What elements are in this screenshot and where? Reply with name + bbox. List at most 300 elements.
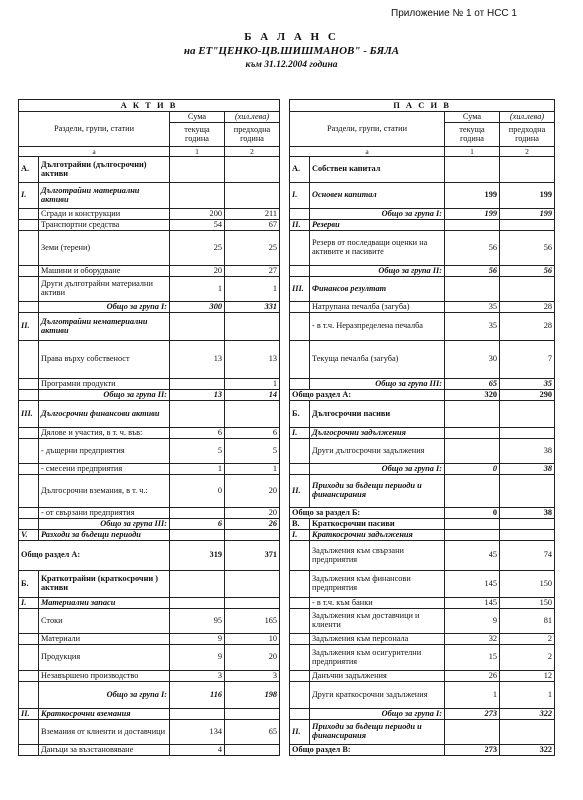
assets-current-year-value: 1 <box>170 464 225 475</box>
assets-row-label: Общо за група I: <box>39 682 170 709</box>
liabilities-row-label: Задължения към финансови предприятия <box>310 571 445 598</box>
assets-row-label: Дългосрочни финансови активи <box>39 401 170 428</box>
liabilities-current-year-value <box>445 439 500 464</box>
liabilities-row <box>290 598 555 609</box>
assets-title: А К Т И В <box>19 100 280 112</box>
liabilities-row <box>290 508 555 519</box>
assets-previous-year-value: 20 <box>225 508 280 519</box>
liabilities-row-code <box>290 439 310 464</box>
liabilities-row <box>290 266 555 277</box>
assets-row-label: Дълготрайни нематериални активи <box>39 313 170 341</box>
liabilities-previous-year-value: 28 <box>500 313 555 341</box>
liabilities-row-code <box>290 464 310 475</box>
assets-row-label: Материали <box>39 634 170 645</box>
assets-previous-year-value: 6 <box>225 428 280 439</box>
assets-previous-year-value: 165 <box>225 609 280 634</box>
liabilities-row-label: Задължения към свързани предприятия <box>310 541 445 571</box>
liabilities-row-label: Общо за група I: <box>310 709 445 720</box>
assets-current-year-value <box>170 379 225 390</box>
assets-row-code: II. <box>19 313 39 341</box>
liabilities-row-code <box>290 231 310 266</box>
assets-row-code <box>19 745 39 756</box>
assets-row <box>19 475 280 508</box>
assets-index-a: а <box>19 147 170 157</box>
assets-previous-year-value: 13 <box>225 341 280 379</box>
assets-previous-year-value: 10 <box>225 634 280 645</box>
assets-row-label: Права върху собственост <box>39 341 170 379</box>
assets-rows <box>19 157 280 756</box>
assets-row-label: Краткотрайни (краткосрочни ) активи <box>39 571 170 598</box>
liabilities-row <box>290 720 555 745</box>
liabilities-current-year-value <box>445 157 500 183</box>
assets-row <box>19 709 280 720</box>
assets-row <box>19 209 280 220</box>
liabilities-previous-year-value <box>500 519 555 530</box>
liabilities-row-label: Собствен капитал <box>310 157 445 183</box>
assets-previous-year-value <box>225 709 280 720</box>
assets-row-label: Дълготрайни материални активи <box>39 183 170 209</box>
assets-row-code <box>19 609 39 634</box>
assets-current-year-value: 5 <box>170 439 225 464</box>
liabilities-row-code <box>290 571 310 598</box>
assets-row <box>19 231 280 266</box>
liabilities-row <box>290 530 555 541</box>
assets-row-label: Разходи за бъдещи периоди <box>39 530 170 541</box>
liabilities-current-year-value: 26 <box>445 671 500 682</box>
assets-previous-year-value: 67 <box>225 220 280 231</box>
assets-previous-year-value: 1 <box>225 379 280 390</box>
liabilities-current-year-value <box>445 720 500 745</box>
liabilities-row-code: II. <box>290 720 310 745</box>
liabilities-row-label: Дългосрочни задължения <box>310 428 445 439</box>
assets-previous-year-value <box>225 157 280 183</box>
liabilities-current-year-value: 45 <box>445 541 500 571</box>
liabilities-row <box>290 277 555 302</box>
liabilities-table <box>289 99 555 756</box>
assets-previous-year-value: 1 <box>225 277 280 302</box>
assets-row <box>19 401 280 428</box>
assets-row <box>19 157 280 183</box>
assets-row-label: Земи (терени) <box>39 231 170 266</box>
liabilities-rows <box>290 157 555 756</box>
assets-current-year-value <box>170 571 225 598</box>
assets-current-year-value: 134 <box>170 720 225 745</box>
assets-current-year-value: 1 <box>170 277 225 302</box>
liabilities-row <box>290 209 555 220</box>
date-line: към 31.12.2004 година <box>245 60 338 70</box>
assets-current-year-value: 13 <box>170 341 225 379</box>
assets-row-label: Програмни продукти <box>39 379 170 390</box>
liabilities-row-code: III. <box>290 277 310 302</box>
assets-current-year-value: 13 <box>170 390 225 401</box>
assets-current-year-value <box>170 401 225 428</box>
liabilities-section-header: Раздели, групи, статии <box>290 112 445 147</box>
assets-row-label: Стоки <box>39 609 170 634</box>
assets-row-label: - дъщерни предприятия <box>39 439 170 464</box>
assets-current-year-value: 54 <box>170 220 225 231</box>
liabilities-row-code <box>290 541 310 571</box>
liabilities-previous-year-value: 199 <box>500 209 555 220</box>
assets-row-label: Незавършено производство <box>39 671 170 682</box>
assets-current-year-value <box>170 508 225 519</box>
assets-previous-year-value: 211 <box>225 209 280 220</box>
liabilities-row-code <box>290 313 310 341</box>
assets-current-year-header: текуща година <box>170 123 225 147</box>
assets-row-code <box>19 209 39 220</box>
assets-row <box>19 645 280 671</box>
assets-row-code <box>19 475 39 508</box>
assets-previous-year-value: 5 <box>225 439 280 464</box>
liabilities-previous-year-value: 322 <box>500 709 555 720</box>
company-subtitle: на ЕТ"ЦЕНКО-ЦВ.ШИШМАНОВ" - БЯЛА <box>183 45 400 57</box>
assets-current-year-value: 200 <box>170 209 225 220</box>
liabilities-previous-year-value: 12 <box>500 671 555 682</box>
assets-row-code <box>19 464 39 475</box>
liabilities-current-year-value <box>445 277 500 302</box>
liabilities-previous-year-value: 7 <box>500 341 555 379</box>
assets-current-year-value: 300 <box>170 302 225 313</box>
liabilities-row-code: А. <box>290 157 310 183</box>
assets-current-year-value <box>170 598 225 609</box>
liabilities-current-year-value <box>445 475 500 508</box>
liabilities-row <box>290 634 555 645</box>
assets-index-2: 2 <box>225 147 280 157</box>
assets-previous-year-value: 65 <box>225 720 280 745</box>
liabilities-current-year-value: 35 <box>445 302 500 313</box>
assets-row-label: Общо за група I: <box>39 302 170 313</box>
liabilities-row-code <box>290 379 310 390</box>
liabilities-row-code <box>290 598 310 609</box>
liabilities-previous-year-value <box>500 720 555 745</box>
assets-row <box>19 277 280 302</box>
liabilities-previous-year-value: 290 <box>500 390 555 401</box>
liabilities-previous-year-value: 38 <box>500 508 555 519</box>
liabilities-row-label: Общо за група I: <box>310 464 445 475</box>
assets-current-year-value: 319 <box>170 541 225 571</box>
liabilities-row-label: Общо раздел В: <box>290 745 445 756</box>
assets-row-code <box>19 682 39 709</box>
assets-index-1: 1 <box>170 147 225 157</box>
assets-current-year-value: 25 <box>170 231 225 266</box>
assets-current-year-value: 95 <box>170 609 225 634</box>
assets-previous-year-value: 331 <box>225 302 280 313</box>
liabilities-row <box>290 302 555 313</box>
liabilities-previous-year-value: 56 <box>500 231 555 266</box>
liabilities-current-year-value: 1 <box>445 682 500 709</box>
liabilities-row-code <box>290 645 310 671</box>
assets-row-label: Данъци за възстановяване <box>39 745 170 756</box>
assets-previous-year-value: 14 <box>225 390 280 401</box>
assets-current-year-value: 116 <box>170 682 225 709</box>
liabilities-row <box>290 709 555 720</box>
assets-previous-year-value: 1 <box>225 464 280 475</box>
liabilities-row-code: I. <box>290 183 310 209</box>
liabilities-row-code <box>290 209 310 220</box>
assets-previous-year-value <box>225 183 280 209</box>
liabilities-current-year-value: 32 <box>445 634 500 645</box>
liabilities-previous-year-value: 1 <box>500 682 555 709</box>
liabilities-previous-year-value <box>500 530 555 541</box>
assets-current-year-value: 0 <box>170 475 225 508</box>
liabilities-row-label: - в т.ч. към банки <box>310 598 445 609</box>
liabilities-units-header: (хил.лева) <box>500 112 555 123</box>
liabilities-index-2: 2 <box>500 147 555 157</box>
liabilities-current-year-value <box>445 530 500 541</box>
liabilities-current-year-value: 15 <box>445 645 500 671</box>
liabilities-row <box>290 609 555 634</box>
liabilities-current-year-value <box>445 220 500 231</box>
liabilities-index-1: 1 <box>445 147 500 157</box>
liabilities-row-code <box>290 609 310 634</box>
assets-previous-year-value: 25 <box>225 231 280 266</box>
assets-row-label: Машини и оборудване <box>39 266 170 277</box>
assets-row <box>19 571 280 598</box>
liabilities-row <box>290 671 555 682</box>
assets-row-code <box>19 266 39 277</box>
liabilities-previous-year-value: 38 <box>500 439 555 464</box>
assets-row <box>19 609 280 634</box>
assets-row-code <box>19 302 39 313</box>
assets-row-label: Общо за група II: <box>39 390 170 401</box>
assets-row-label: Дялове и участия, в т. ч. във: <box>39 428 170 439</box>
liabilities-row <box>290 379 555 390</box>
assets-row-code <box>19 379 39 390</box>
liabilities-row-label: Задължения към персонала <box>310 634 445 645</box>
assets-row-label: - от свързани предприятия <box>39 508 170 519</box>
assets-previous-year-value: 3 <box>225 671 280 682</box>
liabilities-row <box>290 464 555 475</box>
liabilities-row-label: Общо за група I: <box>310 209 445 220</box>
assets-row-code <box>19 439 39 464</box>
assets-current-year-value <box>170 709 225 720</box>
assets-row <box>19 671 280 682</box>
liabilities-row-label: Други краткосрочни задължения <box>310 682 445 709</box>
liabilities-row-label: - в т.ч. Неразпределена печалба <box>310 313 445 341</box>
assets-row-label: Дългосрочни вземания, в т. ч.: <box>39 475 170 508</box>
liabilities-row <box>290 231 555 266</box>
assets-current-year-value: 4 <box>170 745 225 756</box>
liabilities-row-label: Финансов резултат <box>310 277 445 302</box>
assets-row <box>19 464 280 475</box>
liabilities-row-code <box>290 709 310 720</box>
assets-row-code: II. <box>19 709 39 720</box>
assets-current-year-value: 6 <box>170 428 225 439</box>
liabilities-current-year-value: 0 <box>445 508 500 519</box>
liabilities-current-year-value: 9 <box>445 609 500 634</box>
liabilities-row-label: Дългосрочни пасиви <box>310 401 445 428</box>
assets-row <box>19 598 280 609</box>
liabilities-row <box>290 682 555 709</box>
liabilities-row-label: Задължения към осигурителни предприятия <box>310 645 445 671</box>
assets-row-label: Сгради и конструкции <box>39 209 170 220</box>
assets-row-code: А. <box>19 157 39 183</box>
liabilities-current-year-value: 0 <box>445 464 500 475</box>
assets-row-label: Общо раздел А: <box>19 541 170 571</box>
liabilities-current-year-value: 199 <box>445 209 500 220</box>
liabilities-previous-year-value: 35 <box>500 379 555 390</box>
assets-row-label: Дълготрайни (дългосрочни) активи <box>39 157 170 183</box>
assets-row-label: Краткосрочни вземания <box>39 709 170 720</box>
assets-current-year-value <box>170 157 225 183</box>
liabilities-row-code: В. <box>290 519 310 530</box>
assets-row <box>19 379 280 390</box>
liabilities-row <box>290 571 555 598</box>
liabilities-current-year-value: 65 <box>445 379 500 390</box>
liabilities-previous-year-value: 322 <box>500 745 555 756</box>
assets-row <box>19 634 280 645</box>
assets-row-code <box>19 220 39 231</box>
liabilities-title: П А С И В <box>290 100 555 112</box>
assets-row-code: I. <box>19 598 39 609</box>
liabilities-previous-year-value <box>500 157 555 183</box>
assets-row-code <box>19 341 39 379</box>
assets-previous-year-value: 26 <box>225 519 280 530</box>
assets-current-year-value: 6 <box>170 519 225 530</box>
liabilities-row-code <box>290 341 310 379</box>
liabilities-current-year-value: 56 <box>445 266 500 277</box>
liabilities-current-year-value: 56 <box>445 231 500 266</box>
assets-section-header: Раздели, групи, статии <box>19 112 170 147</box>
liabilities-row <box>290 313 555 341</box>
liabilities-previous-year-value <box>500 428 555 439</box>
liabilities-row-label: Общо за раздел Б: <box>290 508 445 519</box>
liabilities-row-code: II. <box>290 220 310 231</box>
assets-row <box>19 519 280 530</box>
assets-current-year-value <box>170 530 225 541</box>
assets-row <box>19 313 280 341</box>
document-title: Б А Л А Н С <box>244 31 339 43</box>
liabilities-previous-year-value <box>500 220 555 231</box>
assets-previous-year-value <box>225 313 280 341</box>
assets-row-code <box>19 231 39 266</box>
liabilities-row-label: Задължения към доставчици и клиенти <box>310 609 445 634</box>
assets-row-code: Б. <box>19 571 39 598</box>
liabilities-previous-year-value: 28 <box>500 302 555 313</box>
liabilities-row-label: Краткосрочни пасиви <box>310 519 445 530</box>
liabilities-current-year-header: текуща година <box>445 123 500 147</box>
assets-previous-year-value <box>225 530 280 541</box>
liabilities-row-label: Приходи за бъдещи периоди и финансирания <box>310 720 445 745</box>
assets-row-code <box>19 428 39 439</box>
appendix-label: Приложение № 1 от НСС 1 <box>391 8 517 19</box>
liabilities-row <box>290 645 555 671</box>
assets-previous-year-header: предходна година <box>225 123 280 147</box>
assets-previous-year-value: 20 <box>225 475 280 508</box>
assets-row-label: Вземания от клиенти и доставчици <box>39 720 170 745</box>
liabilities-row-code: I. <box>290 428 310 439</box>
liabilities-current-year-value <box>445 519 500 530</box>
assets-row-code: I. <box>19 183 39 209</box>
assets-row-code <box>19 390 39 401</box>
liabilities-row <box>290 157 555 183</box>
liabilities-previous-year-header: предходна година <box>500 123 555 147</box>
assets-table <box>18 99 280 756</box>
liabilities-row-code: II. <box>290 475 310 508</box>
assets-row-code <box>19 671 39 682</box>
assets-row <box>19 302 280 313</box>
liabilities-previous-year-value: 199 <box>500 183 555 209</box>
assets-row-code: III. <box>19 401 39 428</box>
liabilities-current-year-value: 199 <box>445 183 500 209</box>
assets-current-year-value: 9 <box>170 645 225 671</box>
liabilities-current-year-value: 320 <box>445 390 500 401</box>
liabilities-row-code <box>290 682 310 709</box>
liabilities-previous-year-value <box>500 277 555 302</box>
liabilities-current-year-value: 35 <box>445 313 500 341</box>
liabilities-row-label: Текуща печалба (загуба) <box>310 341 445 379</box>
assets-units-header: (хил.лева) <box>225 112 280 123</box>
liabilities-previous-year-value <box>500 401 555 428</box>
liabilities-row <box>290 519 555 530</box>
liabilities-row-label: Общо за група II: <box>310 266 445 277</box>
liabilities-row-code: Б. <box>290 401 310 428</box>
assets-row-label: Материални запаси <box>39 598 170 609</box>
assets-row <box>19 439 280 464</box>
liabilities-sum-header: Сума <box>445 112 500 123</box>
liabilities-previous-year-value: 2 <box>500 634 555 645</box>
liabilities-index-a: а <box>290 147 445 157</box>
assets-row-code <box>19 277 39 302</box>
assets-row <box>19 266 280 277</box>
liabilities-previous-year-value: 56 <box>500 266 555 277</box>
liabilities-row-code <box>290 634 310 645</box>
liabilities-row-label: Натрупана печалба (загуба) <box>310 302 445 313</box>
liabilities-row-label: Общо раздел А: <box>290 390 445 401</box>
assets-row <box>19 428 280 439</box>
liabilities-row <box>290 541 555 571</box>
assets-row-label: Транспортни средства <box>39 220 170 231</box>
assets-row <box>19 220 280 231</box>
assets-previous-year-value: 27 <box>225 266 280 277</box>
assets-row <box>19 183 280 209</box>
assets-row <box>19 341 280 379</box>
assets-current-year-value: 9 <box>170 634 225 645</box>
liabilities-row <box>290 745 555 756</box>
liabilities-previous-year-value: 81 <box>500 609 555 634</box>
assets-current-year-value: 20 <box>170 266 225 277</box>
assets-current-year-value <box>170 313 225 341</box>
liabilities-row <box>290 390 555 401</box>
assets-sum-header: Сума <box>170 112 225 123</box>
liabilities-row-code <box>290 266 310 277</box>
assets-previous-year-value <box>225 401 280 428</box>
assets-row <box>19 682 280 709</box>
assets-row-code <box>19 519 39 530</box>
assets-row-code <box>19 508 39 519</box>
liabilities-row-label: Резерви <box>310 220 445 231</box>
liabilities-previous-year-value: 150 <box>500 598 555 609</box>
assets-row-label: Общо за група III: <box>39 519 170 530</box>
liabilities-current-year-value <box>445 401 500 428</box>
liabilities-current-year-value: 273 <box>445 709 500 720</box>
liabilities-row <box>290 439 555 464</box>
liabilities-previous-year-value: 150 <box>500 571 555 598</box>
liabilities-row <box>290 220 555 231</box>
liabilities-row <box>290 475 555 508</box>
liabilities-row-label: Данъчни задължения <box>310 671 445 682</box>
liabilities-previous-year-value: 74 <box>500 541 555 571</box>
assets-row-label: Продукция <box>39 645 170 671</box>
assets-previous-year-value <box>225 571 280 598</box>
liabilities-row-label: Краткосрочни задължения <box>310 530 445 541</box>
liabilities-row-label: Общо за група III: <box>310 379 445 390</box>
liabilities-row <box>290 183 555 209</box>
assets-previous-year-value: 371 <box>225 541 280 571</box>
assets-row-label: Други дълготрайни материални активи <box>39 277 170 302</box>
assets-row-code: V. <box>19 530 39 541</box>
liabilities-row-code: I. <box>290 530 310 541</box>
assets-current-year-value <box>170 183 225 209</box>
